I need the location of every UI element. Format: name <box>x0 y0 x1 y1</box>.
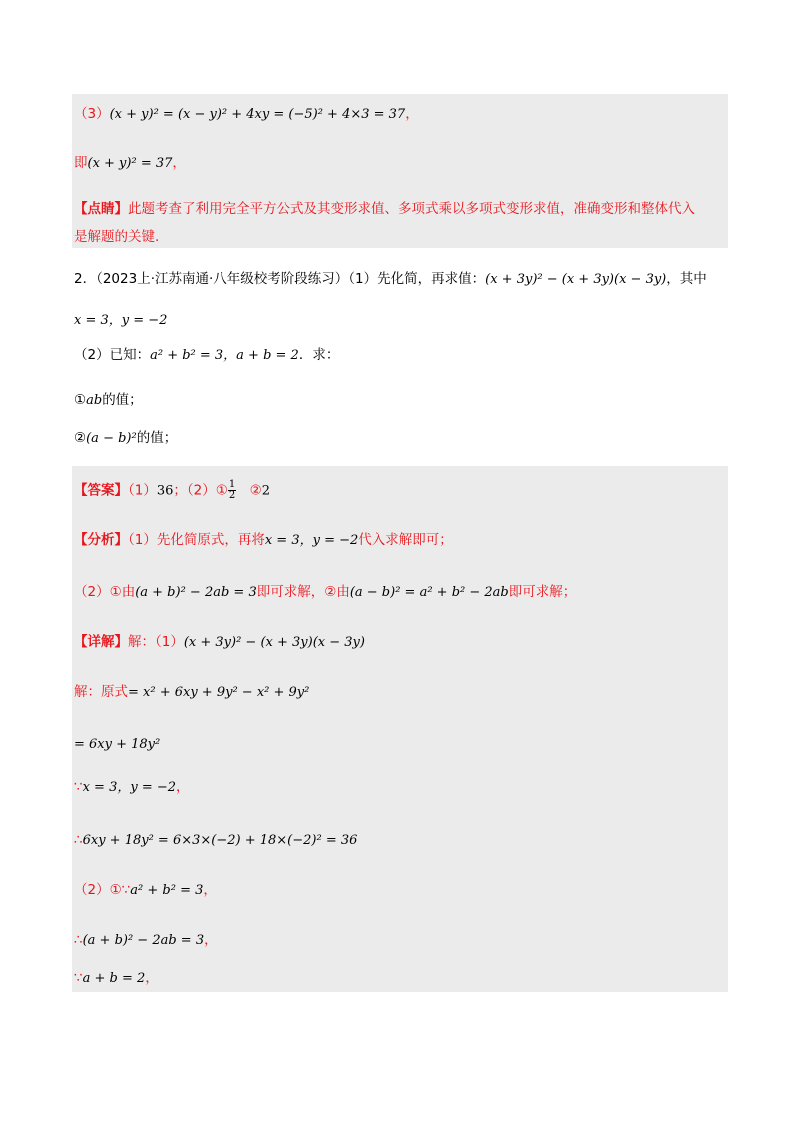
analysis-line-1 <box>74 530 453 551</box>
answer-fraction <box>228 480 236 501</box>
punct: ， <box>145 970 159 986</box>
detail-tag: 【详解】 <box>74 634 128 650</box>
therefore-symbol: ∴ <box>74 832 83 848</box>
comment-line-2 <box>74 227 159 247</box>
because-symbol: ∵ <box>74 970 83 986</box>
detail-step: a + b = 2 <box>82 971 146 986</box>
fraction-numerator: 1 <box>228 479 236 490</box>
part2-ask: ．求： <box>298 347 340 363</box>
part1-text: （1）先化简，再求值： <box>348 271 486 287</box>
detail-line-7 <box>74 930 218 951</box>
q1-number: ① <box>74 392 87 408</box>
punct: ， <box>172 155 186 171</box>
detail-line-8 <box>74 968 159 989</box>
analysis-tag: 【分析】 <box>74 532 128 548</box>
analysis-text: （2）①由 <box>74 584 136 600</box>
problem-header <box>74 269 707 290</box>
part2-label: （2）已知： <box>74 347 151 363</box>
comment-line-1 <box>74 199 695 219</box>
comment-text: 是解题的关键. <box>74 229 160 245</box>
q1-text: 的值； <box>102 392 143 408</box>
comment-tag: 【点睛】 <box>74 201 128 217</box>
analysis-values: x = 3，y = −2 <box>264 533 359 548</box>
analysis-expression: (a − b)² = a² + b² − 2ab <box>349 585 509 600</box>
problem-q2 <box>74 428 177 449</box>
detail-prefix: （2）①∵ <box>74 882 131 898</box>
detail-line-4 <box>74 777 190 798</box>
part1-where: ，其中 <box>666 271 707 287</box>
because-symbol: ∵ <box>74 779 83 795</box>
fraction-denominator: 2 <box>228 490 236 501</box>
comment-text: 此题考查了利用完全平方公式及其变形求值、多项式乘以多项式变形求值，准确变形和整体代入 <box>128 201 695 217</box>
punct: ， <box>203 882 217 898</box>
answer-line <box>74 480 270 502</box>
punct: ， <box>204 932 218 948</box>
problem-part2 <box>74 345 339 366</box>
problem-number: 2． <box>74 271 97 287</box>
q2-number: ② <box>74 430 87 446</box>
analysis-text: 即可求解； <box>508 584 577 600</box>
part2-given: a² + b² = 3，a + b = 2 <box>150 348 299 363</box>
analysis-line-2 <box>74 582 576 603</box>
q2-text: 的值； <box>136 430 178 446</box>
detail-step: = x² + 6xy + 9y² − x² + 9y² <box>128 685 310 700</box>
problem-source: （2023上·江苏南通·八年级校考阶段练习） <box>96 271 349 287</box>
detail-text: 解：（1） <box>128 634 184 650</box>
detail-step: (a + b)² − 2ab = 3 <box>82 933 205 948</box>
answer-sep: ；（2）① <box>173 482 228 499</box>
detail-prefix: 解：原式 <box>74 684 128 700</box>
equation: (x + y)² = 37 <box>87 156 173 171</box>
detail-line-1 <box>74 632 365 653</box>
analysis-text: 即可求解，②由 <box>256 584 350 600</box>
detail-step: a² + b² = 3 <box>130 883 204 898</box>
answer-part1: （1） <box>128 482 157 499</box>
part-label: （3） <box>74 106 110 122</box>
q1-expression: ab <box>86 393 103 408</box>
analysis-text: 代入求解即可； <box>358 532 453 548</box>
punct: ， <box>405 106 419 122</box>
detail-expression: (x + 3y)² − (x + 3y)(x − 3y) <box>183 635 365 650</box>
detail-line-6 <box>74 880 217 901</box>
problem-values <box>74 310 167 331</box>
answer-tag: 【答案】 <box>74 482 128 499</box>
detail-step: = 6xy + 18y² <box>74 737 161 752</box>
analysis-expression: (a + b)² − 2ab = 3 <box>135 585 257 600</box>
answer-part2b: ② <box>249 482 262 499</box>
therefore-symbol: ∴ <box>74 932 83 948</box>
detail-step: x = 3，y = −2 <box>82 780 177 795</box>
detail-line-5 <box>74 830 357 851</box>
prefix: 即 <box>74 155 88 171</box>
given-values: x = 3，y = −2 <box>74 313 168 328</box>
q2-expression: (a − b)² <box>86 431 137 446</box>
punct: ， <box>176 779 190 795</box>
problem-q1 <box>74 390 143 411</box>
analysis-text: （1）先化简原式，再将 <box>128 532 265 548</box>
part1-expression: (x + 3y)² − (x + 3y)(x − 3y) <box>485 272 667 287</box>
answer-value-1: 36 <box>156 483 174 499</box>
equation: (x + y)² = (x − y)² + 4xy = (−5)² + 4×3 = 37 <box>109 107 406 122</box>
detail-step: 6xy + 18y² = 6×3×(−2) + 18×(−2)² = 36 <box>82 833 358 848</box>
prev-solution-line-2 <box>74 153 186 174</box>
detail-line-2 <box>74 682 309 703</box>
answer-value-2: 2 <box>261 483 270 499</box>
prev-solution-line-1 <box>74 104 419 125</box>
detail-line-3 <box>74 734 160 755</box>
